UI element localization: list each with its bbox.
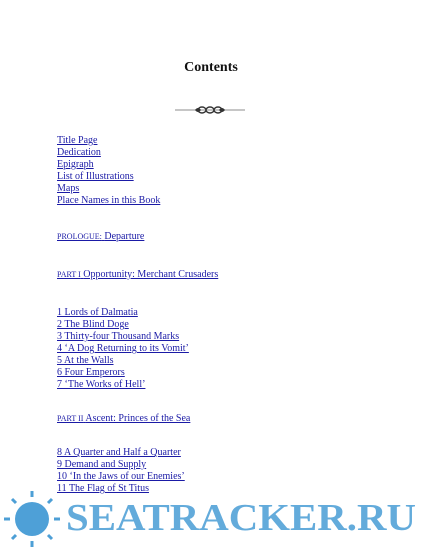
sun-logo-icon [4, 491, 60, 547]
part-2-tag: PART II [57, 414, 84, 423]
toc-link-chapter-5[interactable]: 5 At the Walls [57, 355, 114, 366]
part-1-title: Opportunity: Merchant Crusaders [83, 269, 219, 280]
page-title: Contents [184, 60, 238, 75]
prologue-tag: PROLOGUE: [57, 232, 102, 241]
scroll-ornament-icon [175, 103, 245, 117]
toc-link-prologue[interactable] [57, 231, 397, 243]
toc-link-part-2[interactable] [57, 413, 397, 425]
toc-link-chapter-6[interactable]: 6 Four Emperors [57, 367, 125, 378]
toc-link-chapter-8[interactable]: 8 A Quarter and Half a Quarter [57, 447, 181, 458]
toc-link-chapter-1[interactable]: 1 Lords of Dalmatia [57, 307, 138, 318]
toc-link-chapter-11[interactable]: 11 The Flag of St Titus [57, 483, 149, 494]
toc-link-epigraph[interactable]: Epigraph [57, 159, 94, 170]
toc-link-title-page[interactable]: Title Page [57, 135, 98, 146]
toc-link-chapter-10[interactable]: 10 ‘In the Jaws of our Enemies’ [57, 471, 185, 482]
part-1-tag: PART I [57, 270, 81, 279]
watermark-text: SEATRACKER.RU [66, 497, 416, 539]
toc-link-maps[interactable]: Maps [57, 183, 80, 194]
toc-link-part-1[interactable] [57, 269, 397, 281]
toc-link-chapter-3[interactable]: 3 Thirty-four Thousand Marks [57, 331, 180, 342]
prologue-title: Departure [104, 231, 145, 242]
toc-link-place-names[interactable]: Place Names in this Book [57, 195, 161, 206]
toc-link-chapter-4[interactable]: 4 ‘A Dog Returning to its Vomit’ [57, 343, 189, 354]
toc-link-chapter-7[interactable]: 7 ‘The Works of Hell’ [57, 379, 146, 390]
watermark [0, 483, 422, 549]
part-2-title: Ascent: Princes of the Sea [85, 413, 191, 424]
toc-link-chapter-9[interactable]: 9 Demand and Supply [57, 459, 147, 470]
toc-link-dedication[interactable]: Dedication [57, 147, 101, 158]
toc-link-illustrations[interactable]: List of Illustrations [57, 171, 134, 182]
toc-link-chapter-2[interactable]: 2 The Blind Doge [57, 319, 129, 330]
table-of-contents [57, 135, 397, 495]
